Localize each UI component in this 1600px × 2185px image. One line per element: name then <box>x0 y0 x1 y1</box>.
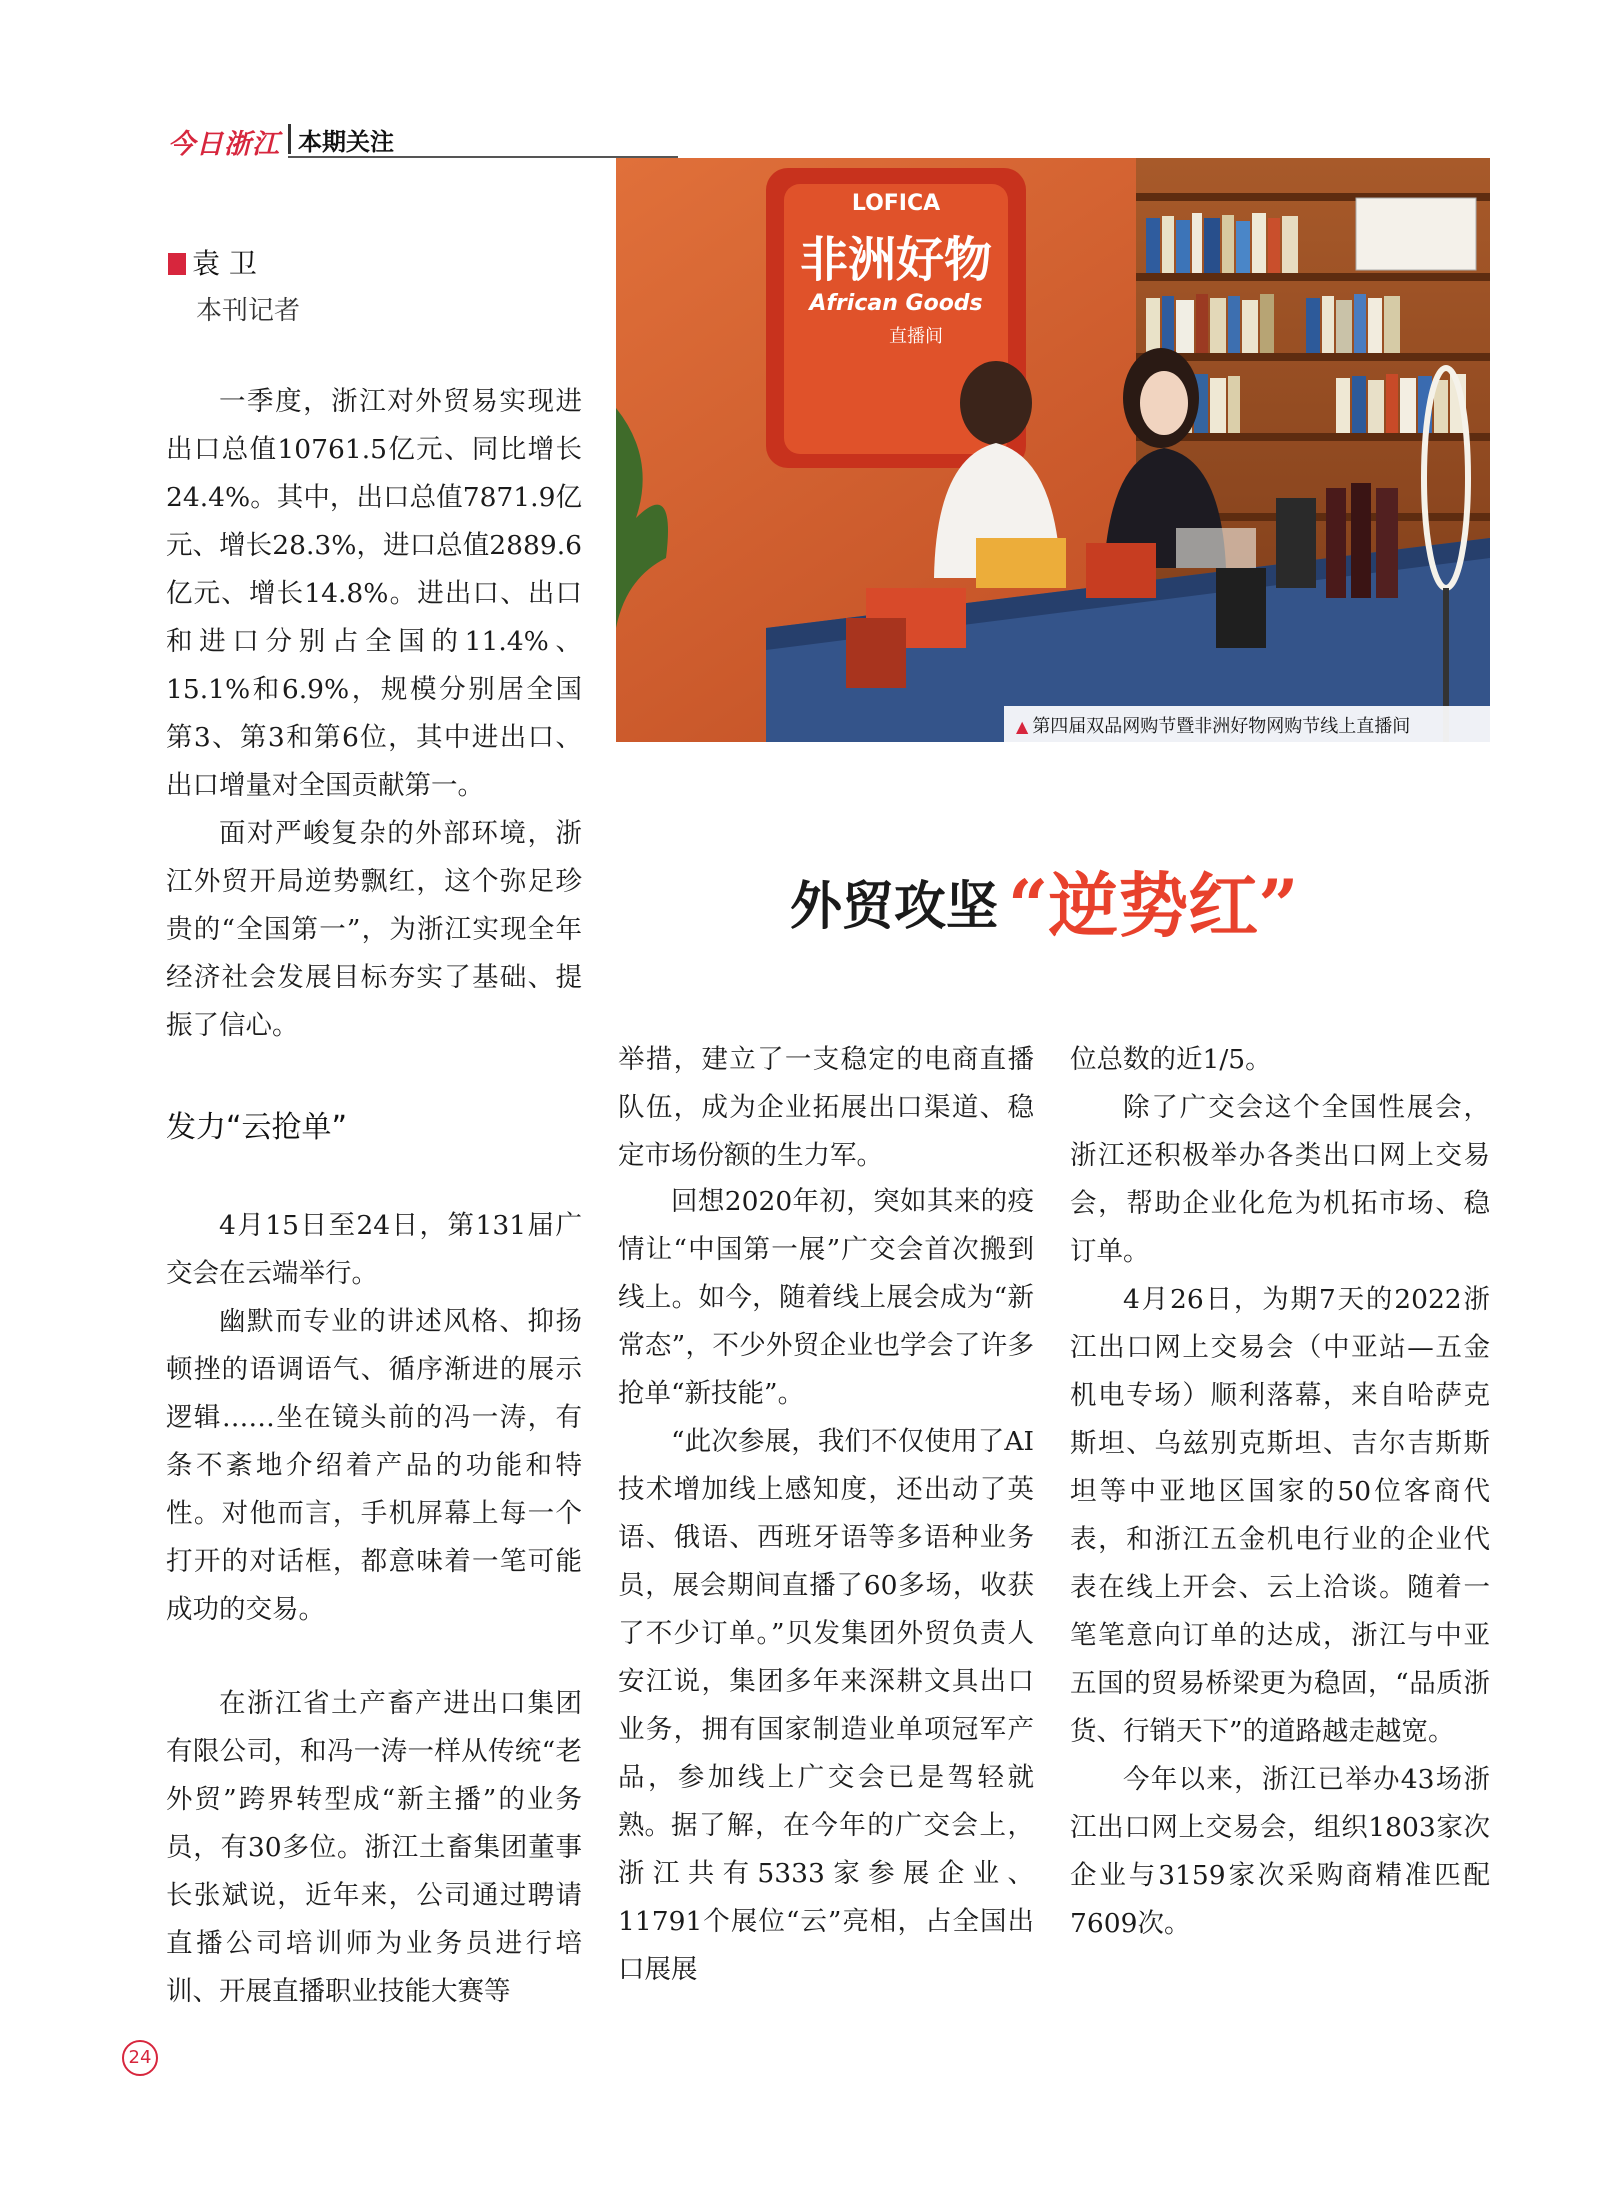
paragraph: 回想2020年初，突如其来的疫情让“中国第一展”广交会首次搬到线上。如今，随着线上展会成为“新常态”，不少外贸企业也学会了许多抢单“新技能”。 <box>618 1186 1034 1409</box>
paragraph: 4月15日至24日，第131届广交会在云端举行。 <box>166 1210 582 1289</box>
header-separator <box>288 124 291 154</box>
author-name-text: 袁 卫 <box>192 247 257 280</box>
section-subheading: 发力“云抢单” <box>166 1110 348 1145</box>
paragraph: 面对严峻复杂的外部环境，浙江外贸开局逆势飘红，这个弥足珍贵的“全国第一”，为浙江实现全年经济社会发展目标夯实了基础、提振了信心。 <box>166 818 582 1041</box>
banner-brand: LOFICA <box>851 191 941 216</box>
photo-caption-text: 第四届双品网购节暨非洲好物网购节线上直播间 <box>1032 716 1411 737</box>
author-name <box>168 242 257 282</box>
article-title <box>790 850 1299 951</box>
paragraph: 一季度，浙江对外贸易实现进出口总值10761.5亿元、同比增长24.4%。其中，出口总值7871.9亿元、增长28.3%，进口总值2889.6亿元、增长14.8%。进出口、出口和进口分别占全国的11.4%、15.1%和6.9%，规模分别居全国第3、第3和第6位，其中进出口、出口增量对全国贡献第一。 <box>166 386 582 801</box>
livestream-photo <box>616 158 1490 742</box>
paragraph: 4月26日，为期7天的2022浙江出口网上交易会（中亚站—五金机电专场）顺利落幕，来自哈萨克斯坦、乌兹别克斯坦、吉尔吉斯斯坦等中亚地区国家的50位客商代表，和浙江五金机电行业的企业代表在线上开会、云上洽谈。随着一笔笔意向订单的达成，浙江与中亚五国的贸易桥梁更为稳固，“品质浙货、行销天下”的道路越走越宽。 <box>1070 1284 1490 1747</box>
paragraph: 在浙江省土产畜产进出口集团有限公司，和冯一涛一样从传统“老外贸”跨界转型成“新主播”的业务员，有30多位。浙江土畜集团董事长张斌说，近年来，公司通过聘请直播公司培训师为业务员进行培训、开展直播职业技能大赛等 <box>166 1688 582 2007</box>
triangle-icon: ▲ <box>1016 717 1029 736</box>
banner-subtitle: African Goods <box>809 291 983 316</box>
paragraph: 举措，建立了一支稳定的电商直播队伍，成为企业拓展出口渠道、稳定市场份额的生力军。 <box>618 1044 1034 1171</box>
title-prefix: 外贸攻坚 <box>790 876 999 937</box>
photo-illustration <box>616 158 1490 742</box>
paragraph: 除了广交会这个全国性展会，浙江还积极举办各类出口网上交易会，帮助企业化危为机拓市场、稳订单。 <box>1070 1092 1490 1267</box>
section-label: 本期关注 <box>298 128 394 156</box>
paragraph: 据了解，在今年的广交会上，浙江共有5333家参展企业、11791个展位“云”亮相，占全国出口展展 <box>618 1810 1034 1985</box>
author-square-icon <box>168 253 186 275</box>
paragraph: 位总数的近1/5。 <box>1070 1044 1272 1075</box>
page-header <box>168 122 510 160</box>
magazine-logo: 今日浙江 <box>168 129 280 160</box>
photo-caption <box>1016 712 1410 738</box>
title-highlight: “逆势红” <box>1008 864 1299 947</box>
paragraph: “此次参展，我们不仅使用了AI技术增加线上感知度，还出动了英语、俄语、西班牙语等多语种业务员，展会期间直播了60多场，收获了不少订单。”贝发集团外贸负责人安江说，集团多年来深耕文具出口业务，拥有国家制造业单项冠军产品，参加线上广交会已是驾轻就熟。 <box>618 1426 1034 1841</box>
page-number: 24 <box>122 2040 158 2076</box>
paragraph: 幽默而专业的讲述风格、抑扬顿挫的语调语气、循序渐进的展示逻辑……坐在镜头前的冯一涛，有条不紊地介绍着产品的功能和特性。对他而言，手机屏幕上每一个打开的对话框，都意味着一笔可能成功的交易。 <box>166 1306 582 1625</box>
banner-title: 非洲好物 <box>799 232 993 288</box>
author-role: 本刊记者 <box>196 296 301 326</box>
paragraph: 今年以来，浙江已举办43场浙江出口网上交易会，组织1803家次企业与3159家次采购商精准匹配7609次。 <box>1070 1764 1490 1939</box>
banner-tag: 直播间 <box>889 326 943 347</box>
